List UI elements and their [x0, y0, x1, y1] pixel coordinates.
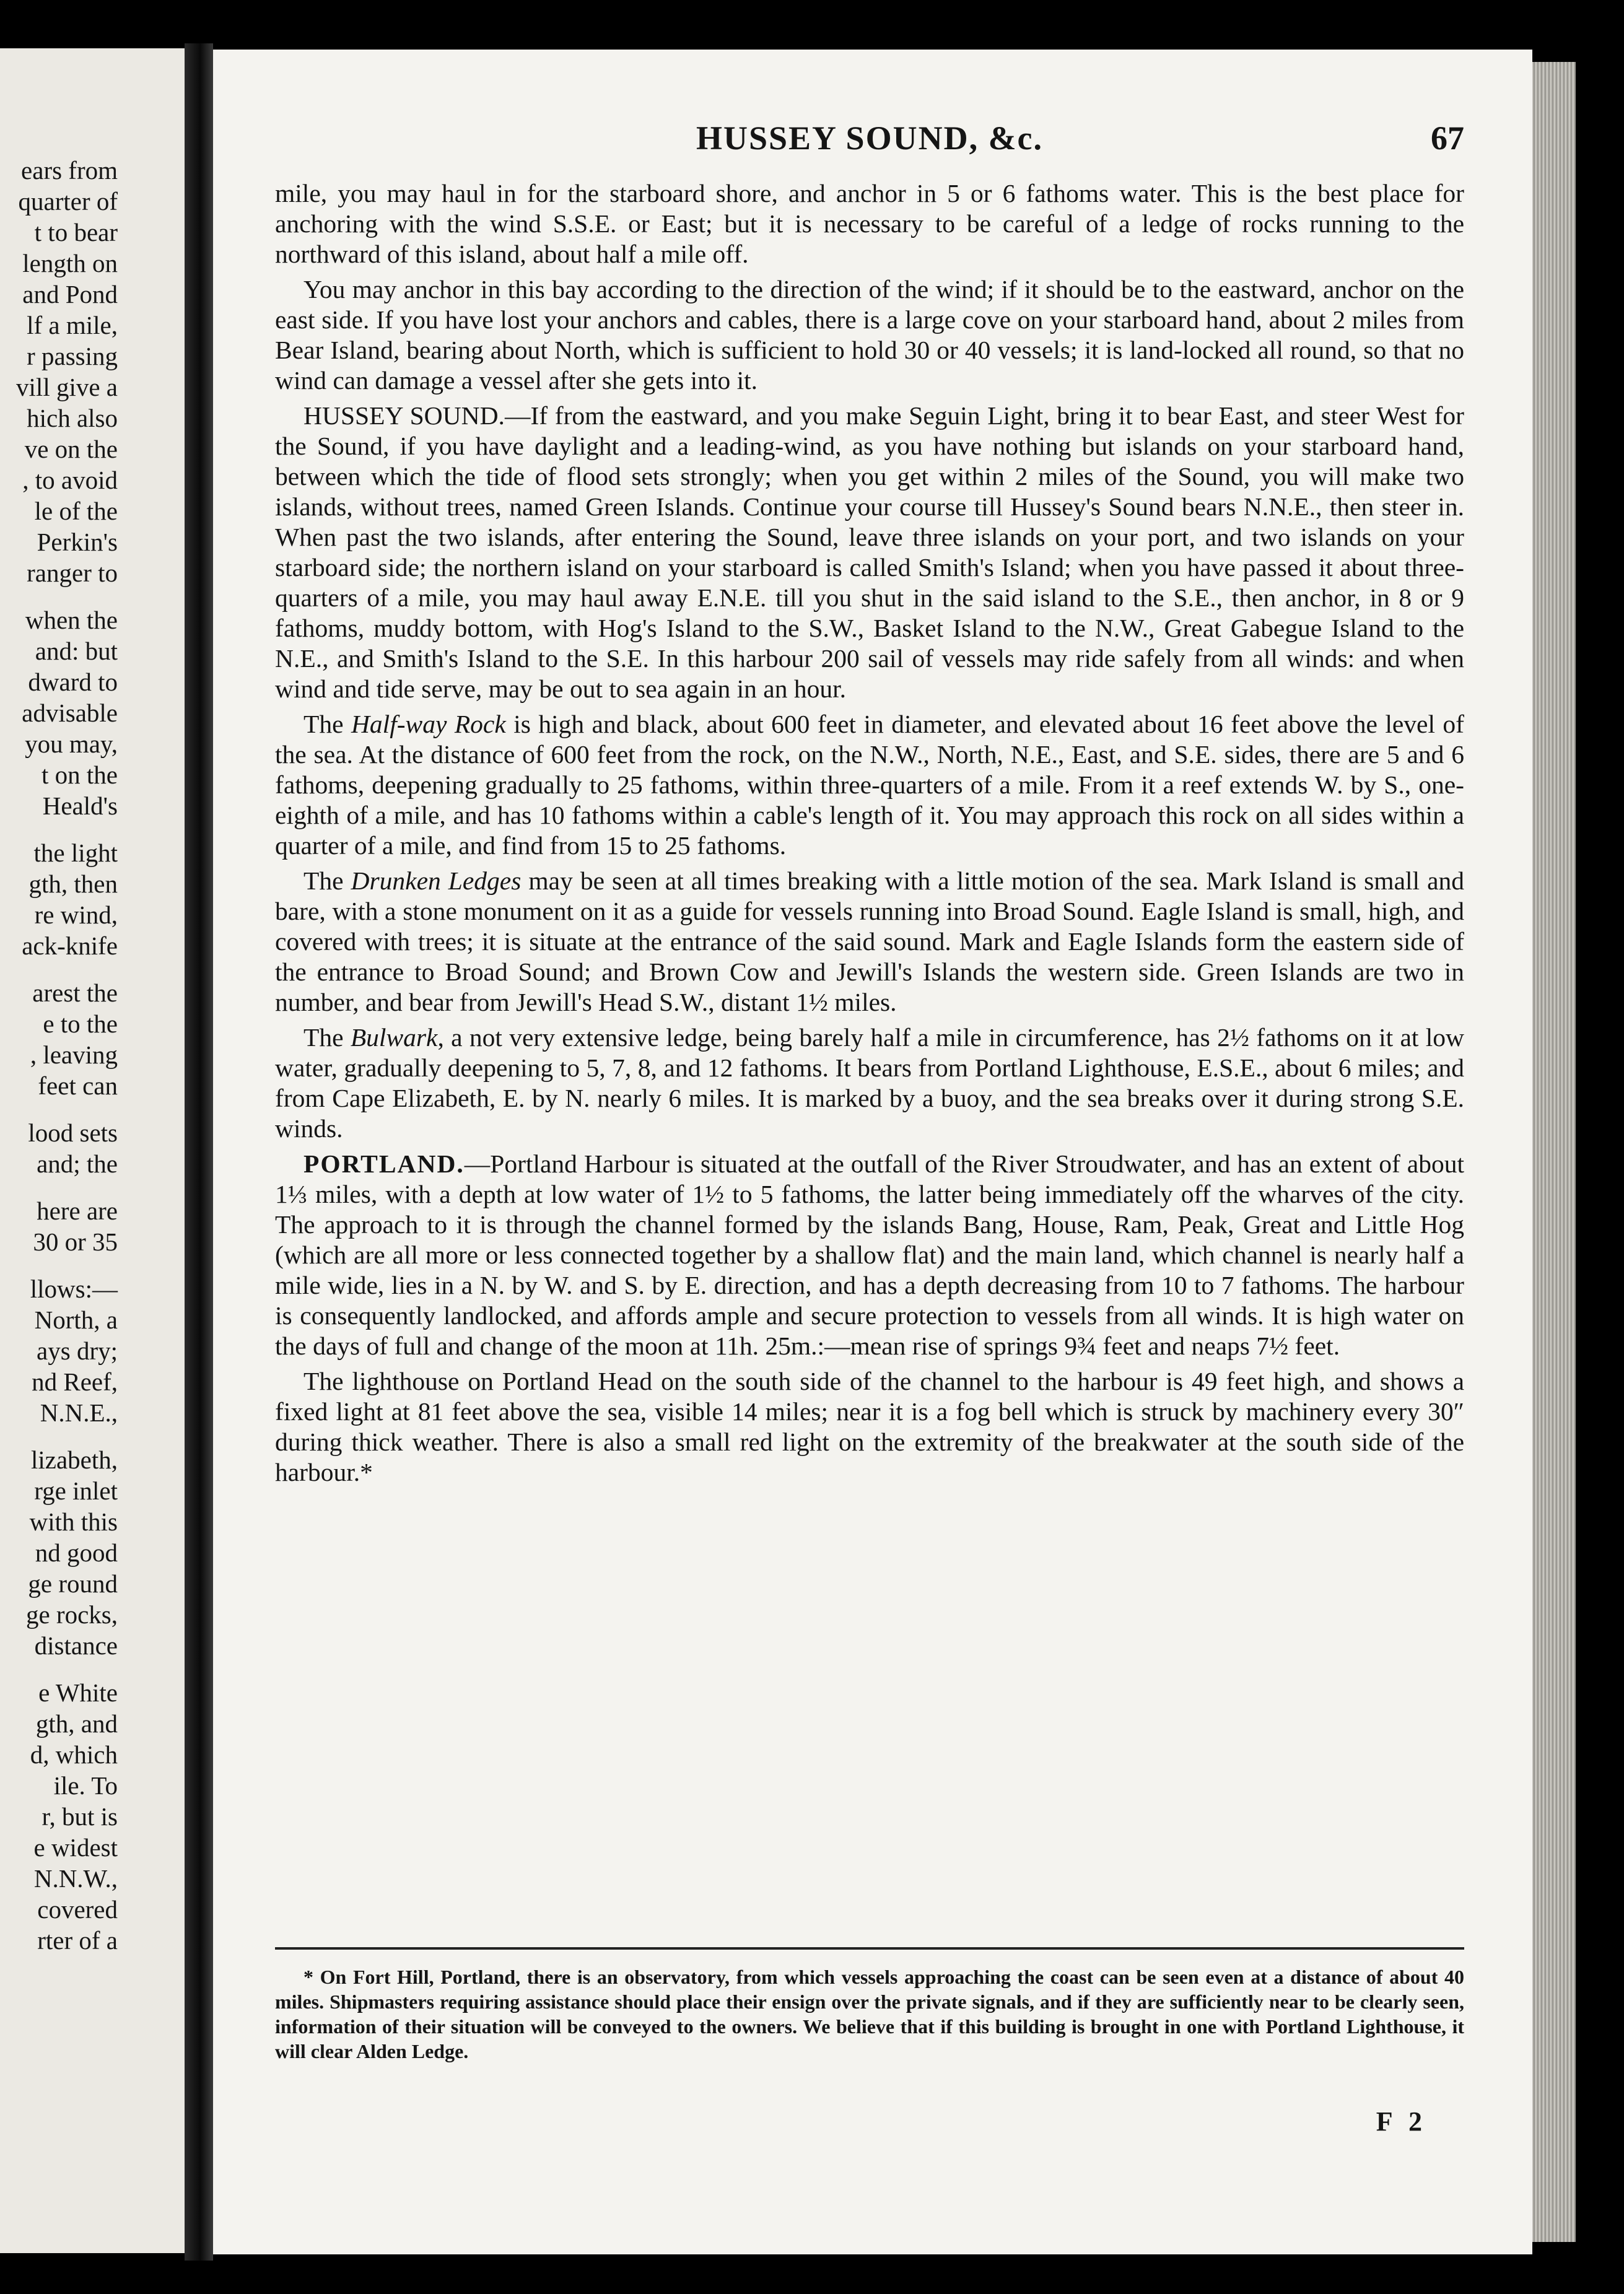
- page-number: 67: [1431, 120, 1464, 157]
- body-text: [275, 178, 1464, 1493]
- facing-page-line: ears from: [21, 156, 118, 185]
- paragraph-drunken-ledges: The Drunken Ledges may be seen at all times breaking with a little motion of the sea. Mark Island is small and bare, with a stone monument on it as a guide for vessels running into Broad Sound. Eagle Island is small, high, and covered with trees; it is situate at the entrance of the said sound. Mark and Eagle Islands form the eastern side of the entrance to Broad Sound; and Brown Cow and Jewill's Islands the western side. Green Islands are two in number, and bear from Jewill's Head S.W., distant 1½ miles.: [275, 866, 1464, 1016]
- facing-page-line: le of the: [34, 497, 118, 525]
- facing-page-line: lizabeth,: [30, 1446, 118, 1474]
- facing-page-line: ve on the: [24, 435, 118, 463]
- facing-page-line: rge inlet: [34, 1476, 118, 1505]
- facing-page: [0, 48, 185, 2253]
- facing-page-line: r passing: [27, 342, 118, 370]
- facing-page-line: advisable: [22, 699, 118, 727]
- signature-mark: F 2: [1376, 2106, 1427, 2137]
- section-heading: HUSSEY SOUND.: [303, 401, 505, 430]
- facing-page-line: quarter of: [18, 187, 118, 216]
- facing-page-line: arest the: [32, 979, 118, 1007]
- facing-page-line: e White: [38, 1678, 118, 1707]
- paragraph: mile, you may haul in for the starboard shore, and anchor in 5 or 6 fathoms water. This is the best place for anchoring with the wind S.S.E. or East; but it is necessary to be careful of a ledge of rocks running to the northward of this island, about half a mile off.: [275, 179, 1464, 268]
- facing-page-line: d, which: [30, 1740, 118, 1769]
- running-title: HUSSEY SOUND, &c.: [696, 120, 1044, 157]
- book-gutter: [185, 43, 213, 2261]
- facing-page-line: North, a: [34, 1306, 118, 1334]
- facing-page-line: when the: [25, 606, 118, 634]
- facing-page-line: gth, then: [28, 870, 118, 898]
- facing-page-text: [0, 155, 118, 1956]
- facing-page-line: covered: [37, 1895, 118, 1924]
- facing-page-line: re wind,: [34, 901, 118, 929]
- facing-page-line: llows:—: [30, 1275, 118, 1303]
- facing-page-line: Heald's: [42, 792, 118, 820]
- footnote-rule: [275, 1947, 1464, 1950]
- feature-name: Drunken Ledges: [351, 866, 522, 895]
- facing-page-line: distance: [34, 1631, 118, 1660]
- facing-page-line: , leaving: [30, 1040, 118, 1069]
- facing-page-line: dward to: [28, 668, 118, 696]
- book-page: [213, 50, 1532, 2254]
- facing-page-line: ack-knife: [22, 931, 118, 960]
- paragraph: You may anchor in this bay according to the direction of the wind; if it should be to the eastward, anchor on the east side. If you have lost your anchors and cables, there is a large cove on your starboard hand, about 2 miles from Bear Island, bearing about North, which is sufficient to hold 30 or 40 vessels; it is land-locked all round, so that no wind can damage a vessel after she gets into it.: [275, 275, 1464, 395]
- feature-name: Bulwark: [350, 1023, 438, 1052]
- facing-page-line: vill give a: [16, 373, 118, 401]
- paragraph-hussey-sound: HUSSEY SOUND.—If from the eastward, and you make Seguin Light, bring it to bear East, and steer West for the Sound, if you have daylight and a leading-wind, as you have nothing but islands on your starboard hand, between which the tide of flood sets strongly; when you get within 2 miles of the Sound, you will make two islands, without trees, named Green Islands. Continue your course till Hussey's Sound bears N.N.E., then steer in. When past the two islands, after entering the Sound, leave three islands on your port, and two islands on your starboard side; the northern island on your starboard is called Smith's Island; when you have passed it about three-quarters of a mile, you may haul away E.N.E. till you shut in the said island to the S.E., then anchor, in 8 or 9 fathoms, muddy bottom, with Hog's Island to the S.W., Basket Island to the N.W., Great Gabegue Island to the N.E., and Smith's Island to the S.E. In this harbour 200 sail of vessels may ride safely from all winds: and when wind and tide serve, may be out to sea again in an hour.: [275, 401, 1464, 703]
- footnote: * On Fort Hill, Portland, there is an observatory, from which vessels approaching the coast can be seen even at a distance of about 40 miles. Shipmasters requiring assistance should place their ensign over the private signals, and if they are sufficiently near to be clearly seen, information of their situation will be conveyed to the owners. We believe that if this building is brought in one with Portland Lighthouse, it will clear Alden Ledge.: [275, 1966, 1464, 2062]
- facing-page-line: feet can: [38, 1071, 118, 1100]
- facing-page-line: t to bear: [34, 218, 118, 246]
- page-edges: [1532, 62, 1576, 2242]
- section-heading: PORTLAND.: [303, 1149, 465, 1178]
- facing-page-line: ays dry;: [37, 1337, 118, 1365]
- facing-page-line: ge rocks,: [25, 1600, 118, 1629]
- facing-page-line: N.N.E.,: [40, 1398, 118, 1427]
- paragraph-lighthouse: The lighthouse on Portland Head on the south side of the channel to the harbour is 49 feet high, and shows a fixed light at 81 feet above the sea, visible 14 miles; near it is a fog bell which is struck by machinery every 30″ during thick weather. There is also a small red light on the extremity of the breakwater at the south side of the harbour.*: [275, 1367, 1464, 1486]
- page-header: [275, 119, 1464, 162]
- facing-page-line: N.N.W.,: [33, 1864, 118, 1893]
- facing-page-line: length on: [22, 249, 118, 277]
- facing-page-line: you may,: [25, 730, 118, 758]
- facing-page-line: and; the: [37, 1149, 118, 1178]
- facing-page-line: ile. To: [53, 1771, 118, 1800]
- facing-page-line: , to avoid: [22, 466, 118, 494]
- facing-page-line: Perkin's: [37, 528, 118, 556]
- facing-page-line: nd good: [35, 1538, 118, 1567]
- facing-page-line: e widest: [33, 1833, 118, 1862]
- paragraph-half-way-rock: The Half-way Rock is high and black, about 600 feet in diameter, and elevated about 16 feet above the level of the sea. At the distance of 600 feet from the rock, on the N.W., North, N.E., East, and S.E. sides, there are 5 and 6 fathoms, deepening gradually to 25 fathoms, within three-quarters of a mile. From it a reef extends W. by S., one-eighth of a mile, and has 10 fathoms within a cable's length of it. You may approach this rock on all sides within a quarter of a mile, and find from 15 to 25 fathoms.: [275, 710, 1464, 860]
- facing-page-line: and: but: [35, 637, 118, 665]
- facing-page-line: hich also: [27, 404, 118, 432]
- paragraph-portland: PORTLAND.—Portland Harbour is situated at the outfall of the River Stroudwater, and has an extent of about 1⅓ miles, with a depth at low water of 1½ to 5 fathoms, the latter being immediately off the wharves of the city. The approach to it is through the channel formed by the islands Bang, House, Ram, Peak, Great and Little Hog (which are all more or less connected together by a shallow flat) and the main land, which channel is nearly half a mile wide, lies in a N. by W. and S. by E. direction, and has a depth decreasing from 10 to 7 fathoms. The harbour is consequently landlocked, and affords ample and secure protection to vessels from all winds. It is high water on the days of full and change of the moon at 11h. 25m.:—mean rise of springs 9¾ feet and neaps 7½ feet.: [275, 1149, 1464, 1360]
- feature-name: Half-way Rock: [351, 710, 506, 738]
- facing-page-line: ranger to: [27, 559, 118, 587]
- paragraph-bulwark: The Bulwark, a not very extensive ledge, being barely half a mile in circumference, has 2½ fathoms on it at low water, gradually deepening to 5, 7, 8, and 12 fathoms. It bears from Portland Lighthouse, E.S.E., about 6 miles; and from Cape Elizabeth, E. by N. nearly 6 miles. It is marked by a buoy, and the sea breaks over it during strong S.E. winds.: [275, 1023, 1464, 1143]
- facing-page-line: rter of a: [37, 1926, 118, 1955]
- facing-page-line: with this: [29, 1507, 118, 1536]
- facing-page-line: and Pond: [22, 280, 118, 308]
- facing-page-line: lood sets: [28, 1119, 118, 1147]
- facing-page-line: the light: [33, 839, 118, 867]
- facing-page-line: gth, and: [35, 1709, 118, 1738]
- facing-page-line: 30 or 35: [33, 1228, 118, 1256]
- facing-page-line: ge round: [28, 1569, 118, 1598]
- facing-page-line: nd Reef,: [32, 1367, 118, 1396]
- facing-page-line: r, but is: [41, 1802, 118, 1831]
- facing-page-line: lf a mile,: [27, 311, 118, 339]
- facing-page-line: e to the: [43, 1010, 118, 1038]
- facing-page-line: t on the: [41, 761, 118, 789]
- facing-page-line: here are: [37, 1197, 118, 1225]
